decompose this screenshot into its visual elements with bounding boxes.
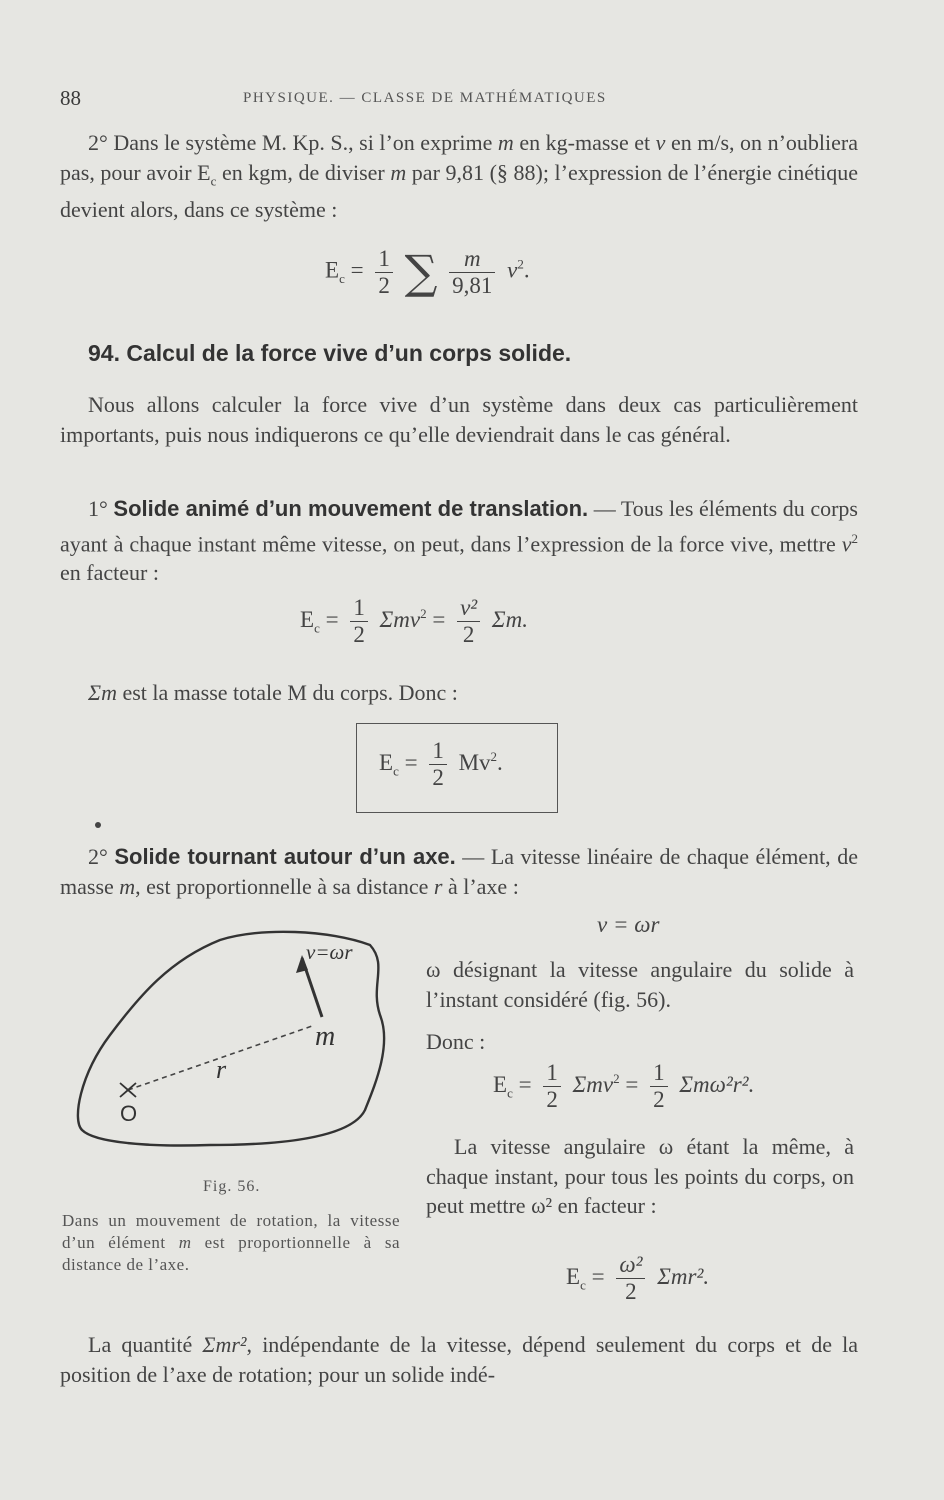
label-velocity: v=ωr: [306, 940, 353, 964]
page-header: [60, 86, 860, 112]
equation-rotation-energy: $E_c$ = $\frac{1}{2}$ Σmv$^2$ = $\frac{1}{2}$ Σmω²r².: [493, 1060, 755, 1112]
label-mass: m: [315, 1021, 336, 1052]
figure-56-diagram: [70, 925, 400, 1160]
equation-moment-inertia: $E_c$ = $\frac{\text{ω²}}{2}$ Σmr².: [566, 1252, 710, 1304]
label-radius: r: [216, 1055, 227, 1084]
right-column-angular: La vitesse angulaire ω étant la même, à chaque instant, pour tous les points du corps, on peut mettre ω² en facteur :: [426, 1134, 854, 1218]
paragraph-total-mass: Σm est la masse totale M du corps. Donc :: [88, 680, 458, 705]
paragraph-translation: 1° Solide animé d’un mouvement de translation. — Tous les éléments du corps ayant à chaque instant même vitesse, on peut, dans l’expression de la force vive, mettre $v^2$ en facteur :: [60, 496, 858, 586]
equation-translation: $E_c$ = $\frac{1}{2}$ Σmv$^2$ = $\frac{\text{v²}}{2}$ Σm.: [300, 595, 528, 647]
printer-dot: [95, 822, 101, 828]
paragraph-moment: La quantité Σmr², indépendante de la vitesse, dépend seulement du corps et de la position de l’axe de rotation; pour un solide indé-: [60, 1332, 858, 1387]
figure-label: Fig. 56.: [203, 1178, 261, 1195]
paragraph-rotation: 2° Solide tournant autour d’un axe. — La vitesse linéaire de chaque élément, de masse m, est proportionnelle à sa distance r à l’axe :: [60, 844, 858, 899]
right-column-donc: Donc :: [426, 1029, 486, 1054]
boxed-equation: [356, 723, 558, 813]
label-origin: O: [120, 1101, 138, 1126]
page-number: 88: [60, 86, 81, 110]
equation-v-omega-r: v = ωr: [597, 912, 660, 937]
paragraph-mkps: 2° Dans le système M. Kp. S., si l’on exprime m en kg-masse et v en m/s, on n’oubliera pas, pour avoir $E_c$ en kgm, de diviser m par 9,81 (§ 88); l’expression de l’énergie cinétique devient alors, dans ce système :: [60, 130, 858, 223]
figure-caption: Dans un mouvement de rotation, la vitesse d’un élément m est proportionnelle à sa distance de l’axe.: [62, 1211, 400, 1274]
right-column-omega: ω désignant la vitesse angulaire du solide à l’instant considéré (fig. 56).: [426, 957, 854, 1012]
equation-kinetic-energy-mkps: $E_c$ = $\frac{1}{2}$ ∑ $\frac{m}{9,81}$ $v^2$.: [325, 245, 530, 299]
equation-boxed-mv2: $E_c$ = $\frac{1}{2}$ Mv$^2$.: [379, 738, 503, 790]
paragraph-intro: Nous allons calculer la force vive d’un système dans deux cas particulièrement importants, puis nous indiquerons ce qu’elle deviendrait dans le cas général.: [60, 392, 858, 447]
running-head: PHYSIQUE. — CLASSE DE MATHÉMATIQUES: [243, 90, 607, 106]
section-title-94: 94. Calcul de la force vive d’un corps solide.: [88, 340, 572, 366]
